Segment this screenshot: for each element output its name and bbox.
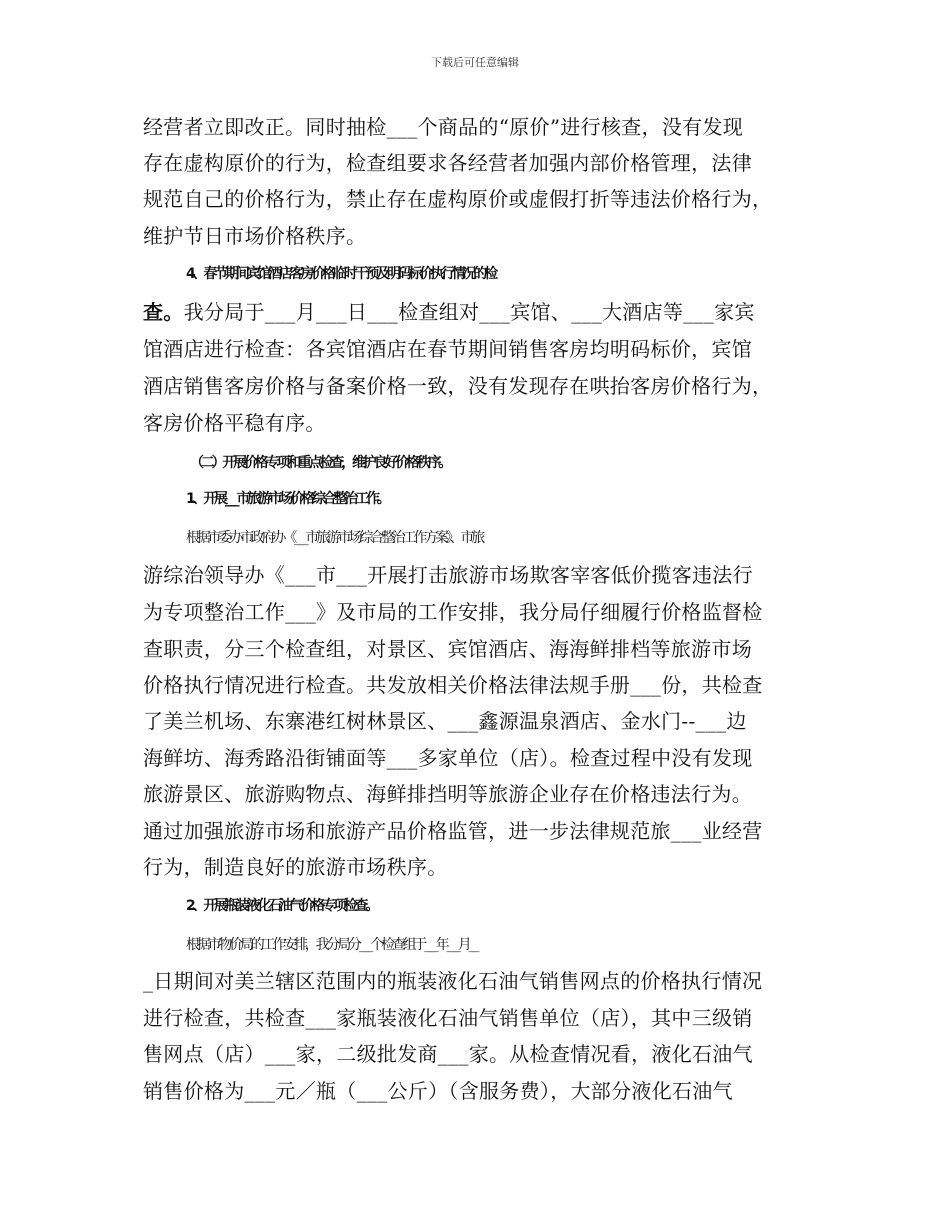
paragraph-line: 通过加强旅游市场和旅游产品价格监管，进一步法律规范旅___业经营	[143, 819, 763, 843]
paragraph-line: 为专项整治工作___》及市局的工作安排，我分局仔细履行价格监督检	[143, 600, 763, 624]
section-heading-2: （二）开展价格专项和重点检查，维护良好价格秩序。	[190, 455, 450, 471]
paragraph-line: 规范自己的价格行为，禁止存在虚构原价或虚假打折等违法价格行为，	[143, 187, 773, 211]
paragraph-line: 查职责，分三个检查组，对景区、宾馆酒店、海海鲜排档等旅游市场	[143, 637, 752, 661]
paragraph-line: 酒店销售客房价格与备案价格一致，没有发现存在哄抬客房价格行为，	[143, 374, 773, 398]
paragraph-line: 游综治领导办《___市___开展打击旅游市场欺客宰客低价揽客违法行	[143, 563, 753, 587]
paragraph-line: 维护节日市场价格秩序。	[143, 224, 367, 248]
paragraph-line: _日期间对美兰辖区范围内的瓶装液化石油气销售网点的价格执行情况	[143, 969, 763, 993]
section-heading-4-end: 查。	[143, 300, 184, 324]
paragraph-line: 客房价格平稳有序。	[143, 411, 326, 435]
paragraph-line: 根据市物价局的工作安排，我分局分___个检查组于___年___月__	[186, 937, 477, 953]
paragraph-line: 售网点（店）___家，二级批发商___家。从检查情况看，液化石油气	[143, 1042, 753, 1066]
paragraph-line: 根据市委办市政府办《___市旅游市场综合整治工作方案》、市旅	[186, 530, 482, 546]
paragraph-line: 经营者立即改正。同时抽检___个商品的“原价”进行核查，没有发现	[143, 115, 744, 139]
paragraph-line: 存在虚构原价的行为，检查组要求各经营者加强内部价格管理，法律	[143, 151, 752, 175]
paragraph-line	[143, 294, 843, 330]
paragraph-line: 进行检查，共检查___家瓶装液化石油气销售单位（店），其中三级销	[143, 1006, 753, 1030]
paragraph-line: 海鲜坊、海秀路沿街铺面等___多家单位（店）。检查过程中没有发现	[143, 746, 753, 770]
paragraph-line: 销售价格为___元／瓶（___公斤）（含服务费），大部分液化石油气	[143, 1079, 733, 1103]
paragraph-line: 价格执行情况进行检查。共发放相关价格法律法规手册___份，共检查	[143, 673, 763, 697]
subsection-heading-2: 2、开展瓶装液化石油气价格专项检查。	[186, 898, 377, 914]
page-header: 下载后可任意编辑	[431, 56, 519, 69]
subsection-heading-1: 1、开展___市旅游市场价格综合整治工作。	[186, 491, 388, 507]
paragraph-line: 旅游景区、旅游购物点、海鲜排挡明等旅游企业存在价格违法行为。	[143, 782, 752, 806]
paragraph-line: 馆酒店进行检查：各宾馆酒店在春节期间销售客房均明码标价，宾馆	[143, 337, 752, 361]
section-heading-4: 4、春节期间宾馆酒店客房价格临时干预及明码标价执行情况的检	[186, 266, 495, 282]
paragraph-line: 了美兰机场、东寨港红树林景区、___鑫源温泉酒店、金水门--___边	[143, 709, 747, 733]
paragraph-line: 行为，制造良好的旅游市场秩序。	[143, 855, 448, 879]
paragraph-text: 我分局于___月___日___检查组对___宾馆、___大酒店等___家宾	[183, 300, 755, 324]
